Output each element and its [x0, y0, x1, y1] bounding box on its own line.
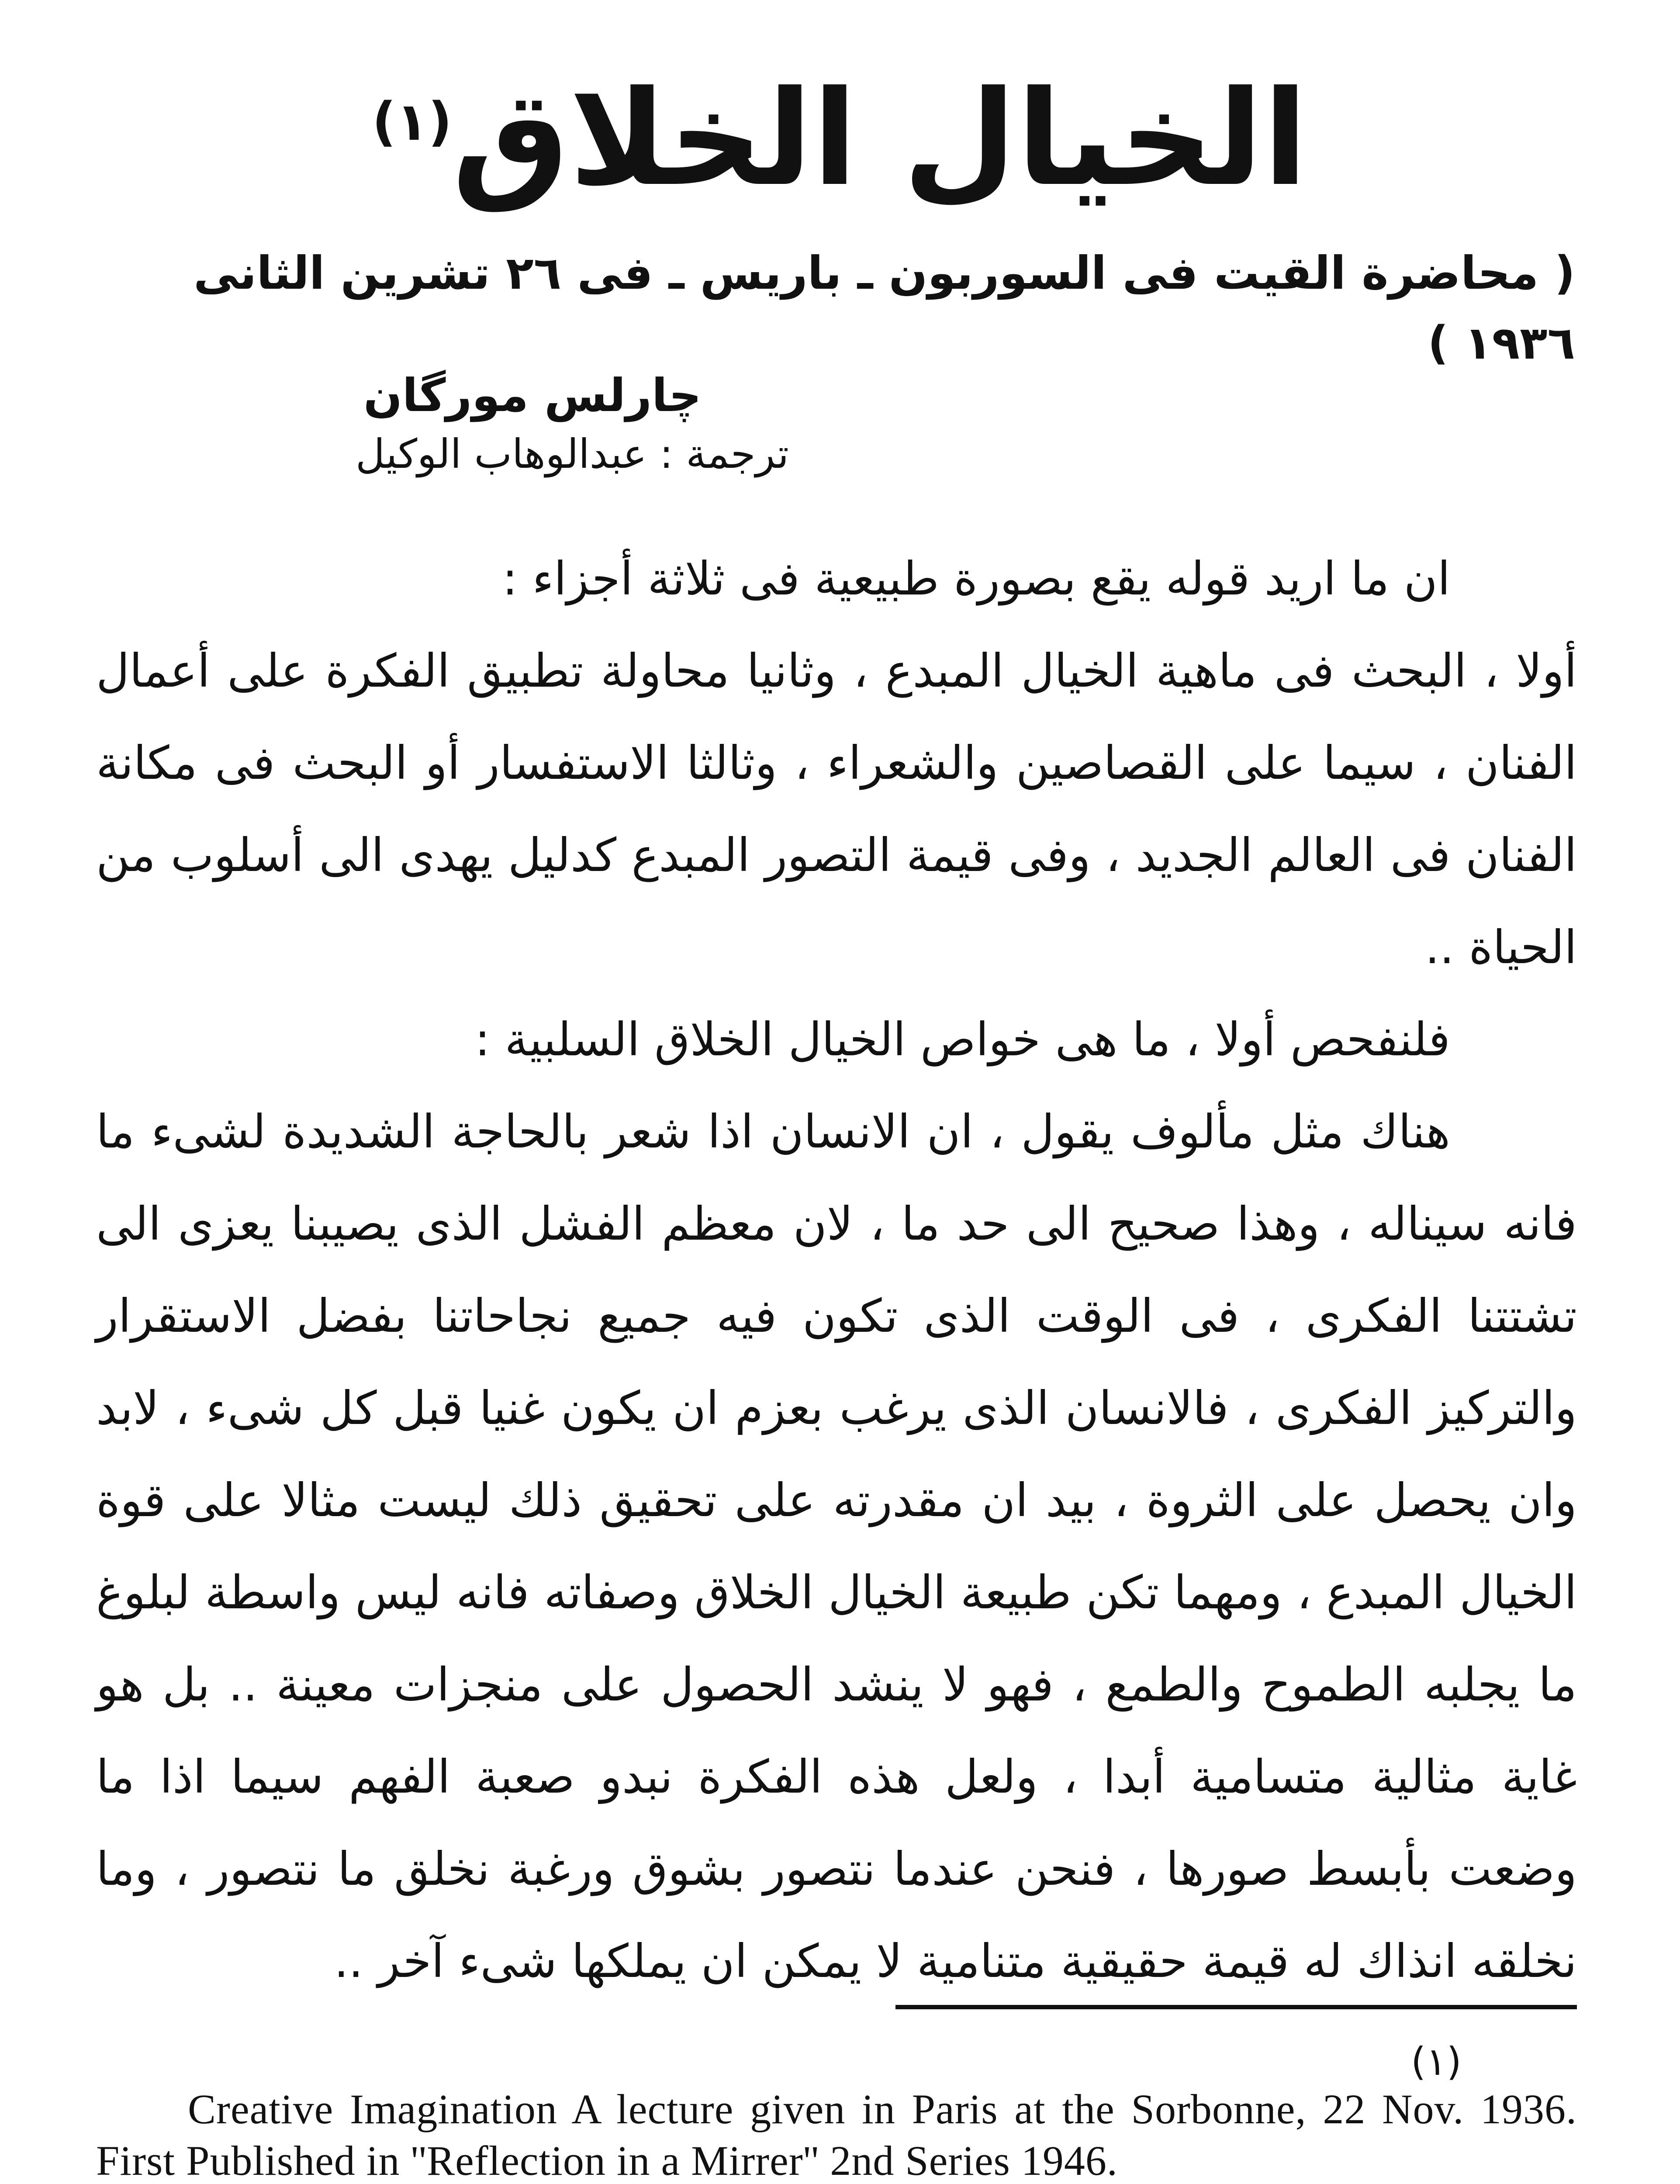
paragraph: هناك مثل مألوف يقول ، ان الانسان اذا شعر بالحاجة الشديدة لشىء ما فانه سيناله ، وهذا صحيح الى حد ما ، لان معظم الفشل الذى يصيبنا يعزى الى تشتتنا الفكرى ، فى الوقت الذى تكون فيه جميع نجاحاتنا بفضل الاستقرار والتركيز الفكرى ، فالانسان الذى يرغب بعزم ان يكون غنيا قبل كل شىء ، لابد وان يحصل على الثروة ، بيد ان مقدرته على تحقيق ذلك ليست مثالا على قوة الخيال المبدع ، ومهما تكن طبيعة الخيال الخلاق وصفاته فانه ليس واسطة لبلوغ ما يجلبه الطموح والطمع ، فهو لا ينشد الحصول على منجزات معينة .. بل هو غاية مثالية متسامية أبدا ، ولعل هذه الفكرة نبدو صعبة الفهم سيما اذا ما وضعت بأبسط صورها ، فنحن عندما نتصور بشوق ورغبة نخلق ما نتصور ، وما نخلقه انذاك له قيمة حقيقية متنامية لا يمكن ان يملكها شىء آخر ..	[96, 1105, 1577, 1988]
title-text: الخيال الخلاق	[452, 62, 1308, 215]
author-name: چارلس مورگان	[363, 369, 702, 422]
footnote-1-marker: (١)	[1411, 2039, 1462, 2084]
article-body	[96, 533, 1577, 2008]
footnote-divider	[895, 2005, 1577, 2009]
article-title	[0, 39, 1680, 222]
paragraph: ان ما اريد قوله يقع بصورة طبيعية فى ثلاثة أجزاء :	[502, 552, 1450, 605]
paragraph: فلنفحص أولا ، ما هى خواص الخيال الخلاق السلبية :	[474, 1013, 1450, 1066]
lecture-subtitle: ( محاضرة القيت فى السوربون ـ باريس ـ فى ٢٦ تشرين الثانى ١٩٣٦ )	[194, 246, 1575, 370]
paragraph: أولا ، البحث فى ماهية الخيال المبدع ، وثانيا محاولة تطبيق الفكرة على أعمال الفنان ، سيما على القصاصين والشعراء ، وثالثا الاستفسار أو البحث فى مكانة الفنان فى العالم الجديد ، وفى قيمة التصور المبدع كدليل يهدى الى أسلوب من الحياة ..	[96, 644, 1577, 974]
footnote-1-text: Creative Imagination A lecture given in Paris at the Sorbonne, 22 Nov. 1936. First Published in ''Reflection in a Mirrer'' 2nd Series 1946.	[96, 2086, 1577, 2184]
translator-credit: ترجمة : عبدالوهاب الوكيل	[355, 431, 789, 477]
title-footnote-marker: (١)	[372, 92, 452, 152]
